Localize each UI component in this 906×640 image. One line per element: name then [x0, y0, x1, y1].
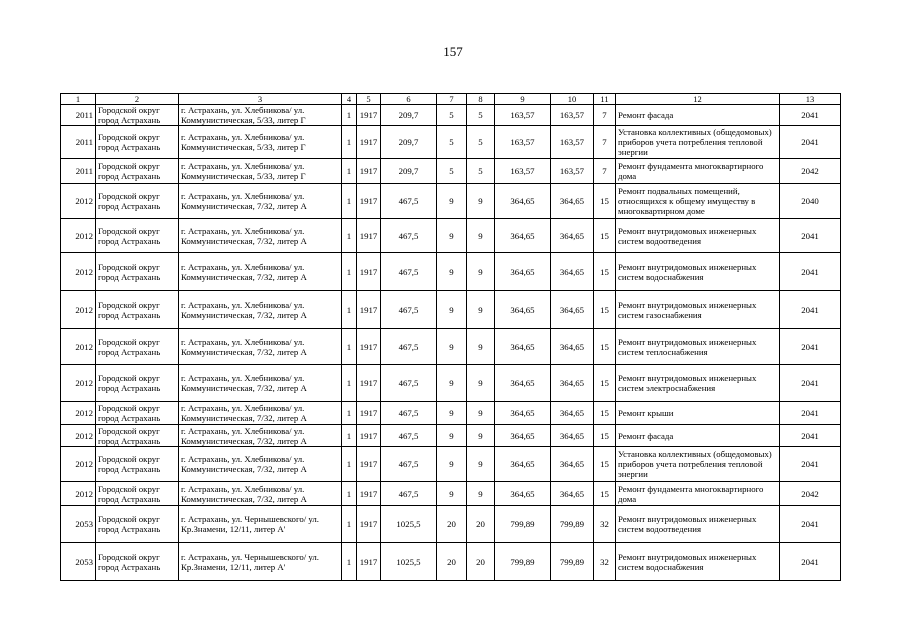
cell-work-type: Ремонт подвальных помещений, относящихся к общему имуществу в многоквартирном доме	[616, 184, 780, 219]
table-row	[61, 506, 841, 543]
cell-address: г. Астрахань, ул. Хлебникова/ ул. Коммунистическая, 5/33, литер Г	[179, 126, 342, 159]
cell-municipality: Городской округ город Астрахань	[96, 184, 179, 219]
cell-col4: 1	[342, 402, 357, 425]
table-row	[61, 425, 841, 447]
cell-col4: 1	[342, 291, 357, 329]
cell-year: 2012	[61, 482, 96, 506]
cell-built-year: 1917	[357, 543, 381, 581]
cell-area: 467,5	[381, 253, 437, 291]
cell-year: 2012	[61, 184, 96, 219]
cell-col8: 9	[467, 291, 495, 329]
cell-municipality: Городской округ город Астрахань	[96, 447, 179, 482]
cell-col4: 1	[342, 219, 357, 253]
cell-col7: 9	[437, 291, 467, 329]
header-cell: 11	[594, 94, 616, 105]
cell-col4: 1	[342, 482, 357, 506]
cell-year: 2012	[61, 253, 96, 291]
table-row	[61, 329, 841, 365]
cell-col10: 163,57	[551, 105, 594, 126]
cell-municipality: Городской округ город Астрахань	[96, 329, 179, 365]
cell-work-type: Ремонт фасада	[616, 105, 780, 126]
cell-col11: 15	[594, 329, 616, 365]
cell-col9: 799,89	[495, 543, 551, 581]
cell-work-type: Ремонт фундамента многоквартирного дома	[616, 482, 780, 506]
cell-municipality: Городской округ город Астрахань	[96, 105, 179, 126]
cell-area: 467,5	[381, 365, 437, 402]
cell-address: г. Астрахань, ул. Хлебникова/ ул. Коммунистическая, 7/32, литер А	[179, 184, 342, 219]
cell-planned-year: 2041	[780, 425, 841, 447]
cell-work-type: Ремонт внутридомовых инженерных систем водоснабжения	[616, 253, 780, 291]
cell-col10: 364,65	[551, 425, 594, 447]
cell-col7: 5	[437, 105, 467, 126]
cell-col9: 364,65	[495, 253, 551, 291]
cell-built-year: 1917	[357, 482, 381, 506]
cell-col10: 364,65	[551, 291, 594, 329]
cell-col10: 364,65	[551, 329, 594, 365]
cell-col8: 9	[467, 447, 495, 482]
table-row	[61, 447, 841, 482]
cell-municipality: Городской округ город Астрахань	[96, 543, 179, 581]
cell-col10: 364,65	[551, 482, 594, 506]
cell-address: г. Астрахань, ул. Хлебникова/ ул. Коммунистическая, 7/32, литер А	[179, 482, 342, 506]
cell-col8: 9	[467, 219, 495, 253]
cell-built-year: 1917	[357, 506, 381, 543]
table-row	[61, 126, 841, 159]
cell-col4: 1	[342, 105, 357, 126]
cell-address: г. Астрахань, ул. Хлебникова/ ул. Коммунистическая, 7/32, литер А	[179, 253, 342, 291]
cell-work-type: Ремонт внутридомовых инженерных систем водоснабжения	[616, 543, 780, 581]
cell-col4: 1	[342, 506, 357, 543]
cell-col9: 364,65	[495, 291, 551, 329]
header-cell: 4	[342, 94, 357, 105]
cell-area: 467,5	[381, 402, 437, 425]
cell-planned-year: 2041	[780, 329, 841, 365]
cell-year: 2012	[61, 365, 96, 402]
cell-col11: 7	[594, 126, 616, 159]
cell-built-year: 1917	[357, 291, 381, 329]
cell-col9: 364,65	[495, 219, 551, 253]
cell-col11: 15	[594, 365, 616, 402]
cell-area: 1025,5	[381, 543, 437, 581]
cell-year: 2012	[61, 329, 96, 365]
cell-col4: 1	[342, 253, 357, 291]
cell-col9: 364,65	[495, 365, 551, 402]
cell-col10: 364,65	[551, 402, 594, 425]
cell-planned-year: 2041	[780, 447, 841, 482]
cell-col4: 1	[342, 447, 357, 482]
cell-col7: 9	[437, 184, 467, 219]
cell-col10: 364,65	[551, 219, 594, 253]
cell-col10: 364,65	[551, 447, 594, 482]
cell-address: г. Астрахань, ул. Хлебникова/ ул. Коммунистическая, 7/32, литер А	[179, 402, 342, 425]
cell-planned-year: 2041	[780, 543, 841, 581]
cell-col9: 364,65	[495, 184, 551, 219]
table-row	[61, 543, 841, 581]
cell-col7: 5	[437, 126, 467, 159]
cell-municipality: Городской округ город Астрахань	[96, 365, 179, 402]
cell-col8: 9	[467, 425, 495, 447]
cell-col8: 5	[467, 126, 495, 159]
cell-col8: 9	[467, 402, 495, 425]
cell-work-type: Ремонт внутридомовых инженерных систем теплоснабжения	[616, 329, 780, 365]
cell-col8: 9	[467, 253, 495, 291]
cell-col9: 364,65	[495, 329, 551, 365]
cell-work-type: Установка коллективных (общедомовых) приборов учета потребления тепловой энергии	[616, 126, 780, 159]
page-number: 157	[443, 44, 463, 59]
cell-col8: 9	[467, 365, 495, 402]
cell-area: 467,5	[381, 329, 437, 365]
cell-year: 2053	[61, 543, 96, 581]
cell-col9: 799,89	[495, 506, 551, 543]
cell-planned-year: 2041	[780, 506, 841, 543]
cell-col9: 364,65	[495, 447, 551, 482]
cell-col10: 364,65	[551, 365, 594, 402]
cell-col8: 5	[467, 159, 495, 184]
table-row	[61, 159, 841, 184]
cell-col8: 9	[467, 329, 495, 365]
header-cell: 13	[780, 94, 841, 105]
cell-built-year: 1917	[357, 447, 381, 482]
cell-col11: 15	[594, 425, 616, 447]
cell-col11: 7	[594, 105, 616, 126]
cell-planned-year: 2042	[780, 159, 841, 184]
table-row	[61, 365, 841, 402]
cell-col11: 32	[594, 506, 616, 543]
cell-col4: 1	[342, 425, 357, 447]
header-row	[61, 94, 841, 105]
cell-col10: 799,89	[551, 543, 594, 581]
cell-col11: 15	[594, 447, 616, 482]
cell-col11: 7	[594, 159, 616, 184]
cell-col4: 1	[342, 543, 357, 581]
cell-col10: 163,57	[551, 159, 594, 184]
cell-area: 467,5	[381, 482, 437, 506]
table-row	[61, 482, 841, 506]
cell-planned-year: 2041	[780, 126, 841, 159]
cell-built-year: 1917	[357, 365, 381, 402]
cell-col7: 9	[437, 365, 467, 402]
header-cell: 10	[551, 94, 594, 105]
cell-area: 209,7	[381, 105, 437, 126]
cell-built-year: 1917	[357, 126, 381, 159]
cell-col4: 1	[342, 159, 357, 184]
cell-col7: 9	[437, 253, 467, 291]
cell-built-year: 1917	[357, 402, 381, 425]
cell-col7: 9	[437, 482, 467, 506]
cell-col4: 1	[342, 184, 357, 219]
cell-municipality: Городской округ город Астрахань	[96, 482, 179, 506]
header-cell: 5	[357, 94, 381, 105]
cell-planned-year: 2041	[780, 365, 841, 402]
cell-address: г. Астрахань, ул. Чернышевского/ ул. Кр.Знамени, 12/11, литер А'	[179, 543, 342, 581]
cell-built-year: 1917	[357, 329, 381, 365]
cell-col10: 364,65	[551, 253, 594, 291]
table-row	[61, 402, 841, 425]
cell-municipality: Городской округ город Астрахань	[96, 425, 179, 447]
cell-col7: 9	[437, 219, 467, 253]
cell-address: г. Астрахань, ул. Хлебникова/ ул. Коммунистическая, 7/32, литер А	[179, 329, 342, 365]
cell-planned-year: 2042	[780, 482, 841, 506]
cell-col10: 799,89	[551, 506, 594, 543]
cell-work-type: Ремонт внутридомовых инженерных систем водоотведения	[616, 219, 780, 253]
cell-area: 467,5	[381, 425, 437, 447]
cell-area: 209,7	[381, 126, 437, 159]
cell-year: 2053	[61, 506, 96, 543]
table-row	[61, 184, 841, 219]
cell-col8: 9	[467, 184, 495, 219]
cell-col11: 15	[594, 253, 616, 291]
table-row	[61, 105, 841, 126]
header-cell: 12	[616, 94, 780, 105]
cell-col11: 32	[594, 543, 616, 581]
cell-area: 467,5	[381, 447, 437, 482]
cell-built-year: 1917	[357, 253, 381, 291]
header-cell: 6	[381, 94, 437, 105]
cell-col10: 364,65	[551, 184, 594, 219]
header-cell: 7	[437, 94, 467, 105]
cell-municipality: Городской округ город Астрахань	[96, 159, 179, 184]
cell-municipality: Городской округ город Астрахань	[96, 219, 179, 253]
cell-year: 2011	[61, 105, 96, 126]
table-row	[61, 291, 841, 329]
cell-area: 467,5	[381, 184, 437, 219]
cell-col7: 5	[437, 159, 467, 184]
cell-municipality: Городской округ город Астрахань	[96, 291, 179, 329]
cell-col4: 1	[342, 329, 357, 365]
cell-col7: 9	[437, 425, 467, 447]
cell-work-type: Ремонт фасада	[616, 425, 780, 447]
cell-address: г. Астрахань, ул. Хлебникова/ ул. Коммунистическая, 5/33, литер Г	[179, 159, 342, 184]
cell-planned-year: 2040	[780, 184, 841, 219]
cell-built-year: 1917	[357, 219, 381, 253]
cell-area: 209,7	[381, 159, 437, 184]
cell-col9: 163,57	[495, 105, 551, 126]
cell-col7: 20	[437, 543, 467, 581]
cell-planned-year: 2041	[780, 291, 841, 329]
table-row	[61, 219, 841, 253]
cell-built-year: 1917	[357, 159, 381, 184]
cell-year: 2012	[61, 402, 96, 425]
cell-area: 1025,5	[381, 506, 437, 543]
cell-work-type: Ремонт внутридомовых инженерных систем водоотведения	[616, 506, 780, 543]
cell-year: 2012	[61, 425, 96, 447]
cell-col7: 9	[437, 329, 467, 365]
cell-col7: 20	[437, 506, 467, 543]
cell-address: г. Астрахань, ул. Хлебникова/ ул. Коммунистическая, 7/32, литер А	[179, 365, 342, 402]
header-cell: 3	[179, 94, 342, 105]
cell-address: г. Астрахань, ул. Хлебникова/ ул. Коммунистическая, 7/32, литер А	[179, 291, 342, 329]
cell-col4: 1	[342, 126, 357, 159]
cell-built-year: 1917	[357, 105, 381, 126]
cell-address: г. Астрахань, ул. Хлебникова/ ул. Коммунистическая, 7/32, литер А	[179, 447, 342, 482]
cell-built-year: 1917	[357, 184, 381, 219]
cell-planned-year: 2041	[780, 253, 841, 291]
cell-col11: 15	[594, 184, 616, 219]
cell-col7: 9	[437, 447, 467, 482]
cell-col11: 15	[594, 219, 616, 253]
cell-built-year: 1917	[357, 425, 381, 447]
cell-work-type: Ремонт внутридомовых инженерных систем электроснабжения	[616, 365, 780, 402]
cell-col8: 9	[467, 482, 495, 506]
cell-year: 2012	[61, 447, 96, 482]
cell-col11: 15	[594, 291, 616, 329]
cell-address: г. Астрахань, ул. Хлебникова/ ул. Коммунистическая, 7/32, литер А	[179, 425, 342, 447]
cell-work-type: Ремонт крыши	[616, 402, 780, 425]
cell-area: 467,5	[381, 219, 437, 253]
cell-col7: 9	[437, 402, 467, 425]
header-cell: 9	[495, 94, 551, 105]
cell-year: 2012	[61, 219, 96, 253]
cell-col9: 364,65	[495, 482, 551, 506]
cell-col11: 15	[594, 402, 616, 425]
cell-address: г. Астрахань, ул. Хлебникова/ ул. Коммунистическая, 5/33, литер Г	[179, 105, 342, 126]
cell-year: 2012	[61, 291, 96, 329]
cell-planned-year: 2041	[780, 402, 841, 425]
repair-schedule-table	[60, 93, 841, 581]
cell-col9: 364,65	[495, 402, 551, 425]
cell-col10: 163,57	[551, 126, 594, 159]
cell-address: г. Астрахань, ул. Чернышевского/ ул. Кр.Знамени, 12/11, литер А'	[179, 506, 342, 543]
cell-municipality: Городской округ город Астрахань	[96, 126, 179, 159]
cell-address: г. Астрахань, ул. Хлебникова/ ул. Коммунистическая, 7/32, литер А	[179, 219, 342, 253]
header-cell: 2	[96, 94, 179, 105]
cell-area: 467,5	[381, 291, 437, 329]
cell-planned-year: 2041	[780, 219, 841, 253]
cell-col4: 1	[342, 365, 357, 402]
cell-municipality: Городской округ город Астрахань	[96, 402, 179, 425]
cell-planned-year: 2041	[780, 105, 841, 126]
cell-col9: 163,57	[495, 126, 551, 159]
cell-col9: 364,65	[495, 425, 551, 447]
header-cell: 1	[61, 94, 96, 105]
cell-year: 2011	[61, 126, 96, 159]
cell-work-type: Ремонт внутридомовых инженерных систем газоснабжения	[616, 291, 780, 329]
header-cell: 8	[467, 94, 495, 105]
cell-col8: 20	[467, 506, 495, 543]
cell-col9: 163,57	[495, 159, 551, 184]
cell-col8: 5	[467, 105, 495, 126]
table-row	[61, 253, 841, 291]
cell-year: 2011	[61, 159, 96, 184]
cell-work-type: Ремонт фундамента многоквартирного дома	[616, 159, 780, 184]
cell-col11: 15	[594, 482, 616, 506]
cell-municipality: Городской округ город Астрахань	[96, 253, 179, 291]
cell-municipality: Городской округ город Астрахань	[96, 506, 179, 543]
cell-col8: 20	[467, 543, 495, 581]
cell-work-type: Установка коллективных (общедомовых) приборов учета потребления тепловой энергии	[616, 447, 780, 482]
